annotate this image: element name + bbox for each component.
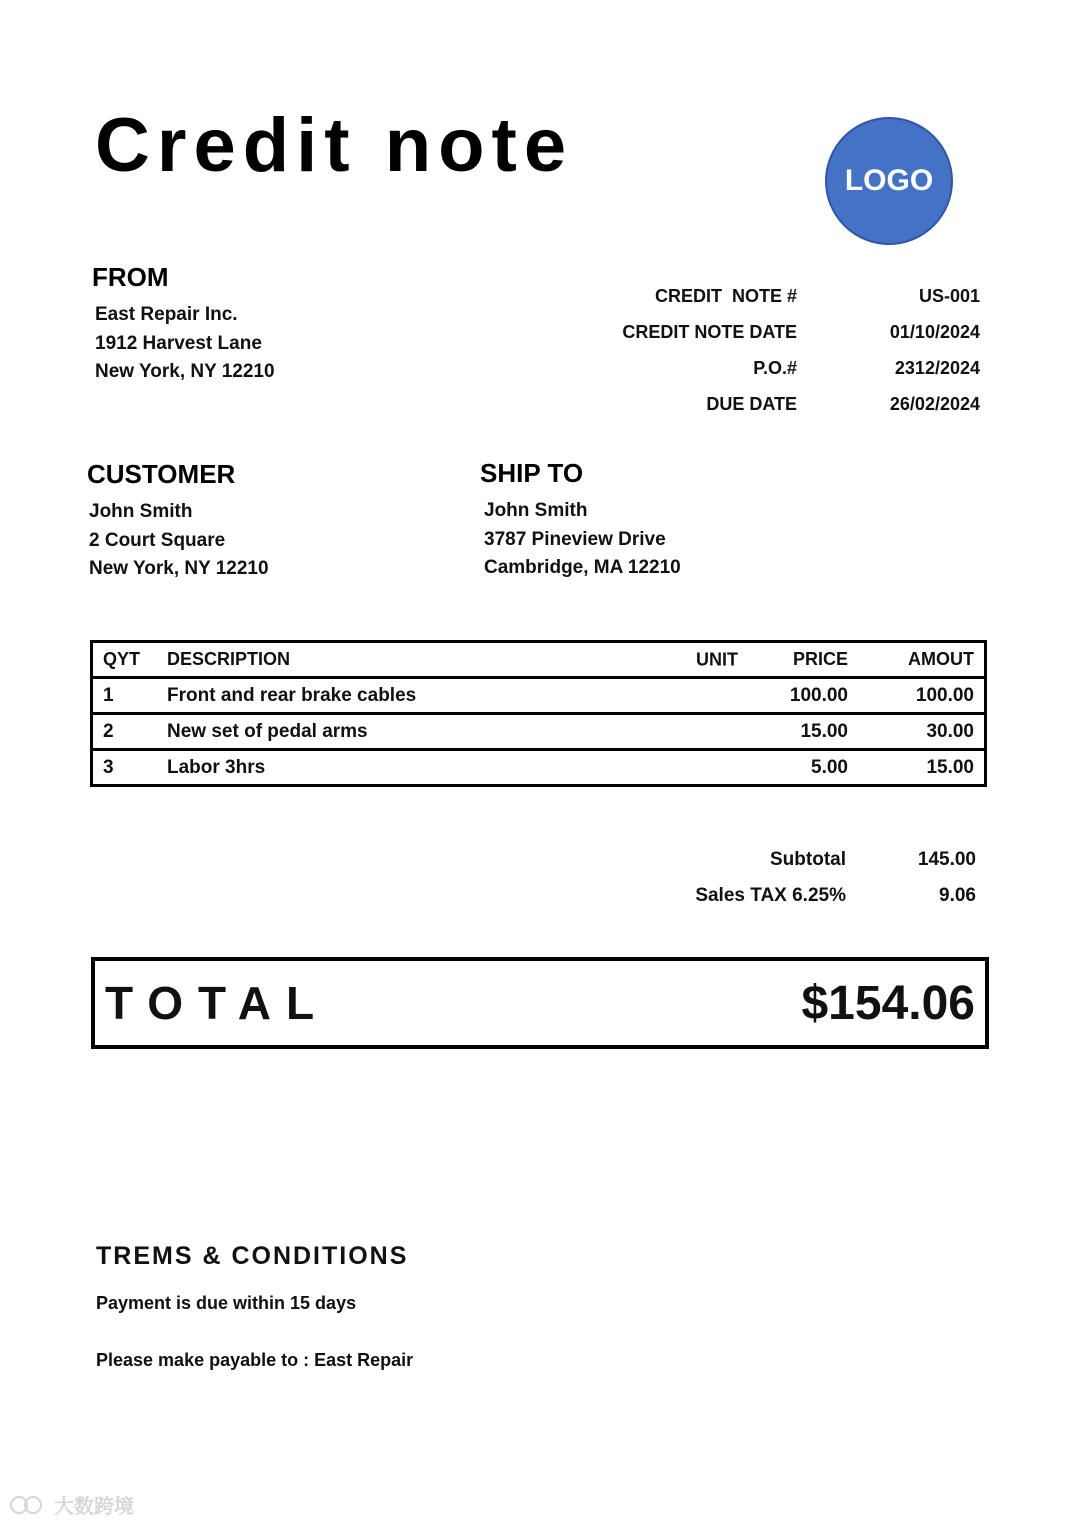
table-row [92, 714, 986, 750]
meta-row [560, 278, 980, 314]
ship-to-block [480, 458, 681, 583]
customer-line: 2 Court Square [89, 529, 226, 551]
qty-header: QYT [92, 642, 158, 678]
meta-label: P.O.# [753, 357, 797, 378]
customer-line: John Smith [89, 501, 193, 522]
row-qty: 1 [92, 678, 158, 714]
row-amount: 15.00 [926, 756, 974, 778]
table-header-row [92, 642, 986, 678]
subtotal-row [640, 842, 980, 878]
totals-block [640, 842, 980, 914]
credit-note-meta [560, 278, 980, 422]
from-line: New York, NY 12210 [95, 361, 275, 382]
terms-block [96, 1242, 413, 1407]
document-title: Credit note [95, 103, 574, 188]
amount-header: AMOUT [858, 642, 986, 678]
customer-heading: CUSTOMER [87, 459, 236, 489]
table-row [92, 750, 986, 786]
ship-to-line: 3787 Pineview Drive [484, 528, 666, 550]
row-amount: 30.00 [858, 714, 986, 750]
line-items-table [90, 640, 987, 787]
total-label: TOTAL [105, 977, 330, 1029]
row-amount: 100.00 [858, 678, 986, 714]
meta-value: 2312/2024 [894, 357, 980, 378]
meta-value: US-001 [918, 285, 980, 306]
row-description: Front and rear brake cables [157, 678, 738, 714]
from-line: East Repair Inc. [95, 304, 238, 325]
from-line: 1912 Harvest Lane [95, 332, 262, 354]
company-logo: LOGO [825, 117, 953, 245]
meta-label: CREDIT NOTE # [654, 285, 797, 306]
row-qty: 2 [92, 714, 158, 750]
watermark-logo-icon [10, 1494, 48, 1516]
description-header-label: DESCRIPTION [167, 649, 291, 669]
total-value: $154.06 [801, 976, 975, 1030]
terms-line: Payment is due within 15 days [96, 1293, 357, 1313]
terms-line: Please make payable to : East Repair [96, 1350, 414, 1370]
tax-label: Sales TAX 6.25% [695, 885, 846, 906]
meta-value: 01/10/2024 [889, 321, 980, 342]
table-row [92, 678, 986, 714]
meta-label: CREDIT NOTE DATE [622, 321, 797, 342]
from-block [92, 262, 275, 387]
ship-to-line: John Smith [484, 500, 588, 521]
watermark-text: 大数跨境 [54, 1496, 134, 1518]
meta-row [560, 314, 980, 350]
from-heading: FROM [92, 262, 169, 292]
terms-heading: TREMS & CONDITIONS [96, 1242, 409, 1270]
ship-to-heading: SHIP TO [480, 458, 584, 488]
row-description: Labor 3hrs [167, 756, 266, 778]
customer-line: New York, NY 12210 [89, 558, 269, 579]
subtotal-label: Subtotal [770, 849, 846, 870]
description-header [157, 642, 738, 678]
watermark [10, 1490, 134, 1519]
row-price: 15.00 [738, 714, 858, 750]
subtotal-value: 145.00 [917, 849, 976, 870]
meta-row [560, 386, 980, 422]
unit-header: UNIT [696, 649, 738, 669]
ship-to-line: Cambridge, MA 12210 [484, 557, 681, 578]
meta-row [560, 350, 980, 386]
customer-block [87, 459, 269, 584]
tax-value: 9.06 [939, 885, 976, 906]
tax-row [640, 878, 980, 914]
price-header: PRICE [738, 642, 858, 678]
meta-value: 26/02/2024 [889, 393, 980, 414]
row-qty: 3 [103, 756, 114, 778]
row-price: 5.00 [811, 756, 848, 778]
row-description: New set of pedal arms [157, 714, 738, 750]
grand-total-box [91, 957, 989, 1049]
row-price: 100.00 [738, 678, 858, 714]
meta-label: DUE DATE [706, 393, 797, 414]
